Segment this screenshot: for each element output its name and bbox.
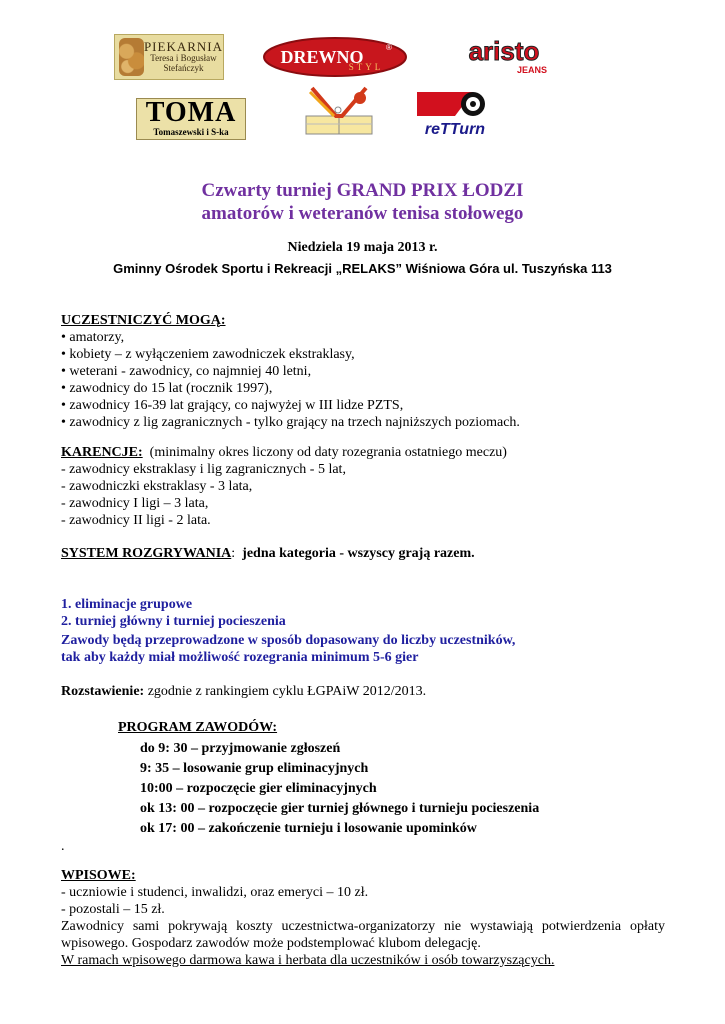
participants-item: • zawodnicy z lig zagranicznych - tylko grający na trzech najniższych poziomach. [61,415,520,430]
fees-note-3: W ramach wpisowego darmowa kawa i herbata dla uczestników i osób towarzyszących. [61,953,555,968]
program-dot: . [61,839,65,854]
system-note-1: Zawody będą przeprowadzone w sposób dopasowany do liczby uczestników, [61,633,516,648]
system-step: 1. eliminacje grupowe [61,597,193,612]
system-colon: : [231,546,236,561]
title-line-2: amatorów i weteranów tenisa stołowego [201,203,524,224]
drewno-main: DREWNO [280,47,364,67]
drewno-mark: ® [386,43,392,52]
participants-item: • weterani - zawodnicy, co najmniej 40 letni, [61,364,312,379]
system-text: jedna kategoria - wszyscy grają razem. [242,546,475,561]
aristo-main: aristo [468,36,540,66]
piekarnia-name: PIEKARNIA [143,38,223,54]
aristo-sub: JEANS [516,65,548,75]
toma-logo [136,98,246,140]
participants-item: • kobiety – z wyłączeniem zawodniczek ekstraklasy, [61,347,355,362]
program-item: ok 13: 00 – rozpoczęcie gier turniej głównego i turnieju pocieszenia [140,801,540,816]
program-item: 9: 35 – losowanie grup eliminacyjnych [140,761,369,776]
system-step: 2. turniej główny i turniej pocieszenia [61,614,286,629]
toma-sub: Tomaszewski i S-ka [153,127,229,137]
program-heading: PROGRAM ZAWODÓW: [118,720,278,735]
system-note-2: tak aby każdy miał możliwość rozegrania minimum 5-6 gier [61,650,419,665]
system-heading: SYSTEM ROZGRYWANIA [61,546,232,561]
fees-note-1: Zawodnicy sami pokrywają koszty uczestnictwa-organizatorzy nie wystawiają potwierdzenia opłaty [61,919,665,934]
title-line-1: Czwarty turniej GRAND PRIX ŁODZI [201,180,524,201]
drewno-sub: STYL [348,62,384,72]
karencje-note: (minimalny okres liczony od daty rozegrania ostatniego meczu) [149,445,507,460]
piekarnia-logo [114,34,224,80]
event-date: Niedziela 19 maja 2013 r. [287,240,438,255]
participants-heading: UCZESTNICZYĆ MOGĄ: [61,313,226,328]
piekarnia-owners: Teresa i Bogusław [150,53,217,64]
ranking-label: Rozstawienie: [61,684,145,699]
karencje-item: - zawodnicy II ligi - 2 lata. [61,513,211,528]
drewno-styl-logo [262,36,408,78]
fees-item: - pozostali – 15 zł. [61,902,165,917]
karencje-heading-row [61,444,507,461]
karencje-heading: KARENCJE: [61,445,143,460]
bread-icon [119,38,144,76]
participants-item: • zawodnicy 16-39 lat grający, co najwyżej w III lidze PZTS, [61,398,404,413]
ranking-row [61,683,426,700]
fees-note-2: wpisowego. Gospodarz zawodów może podstemplować klubom delegację. [61,936,481,951]
karencje-item: - zawodnicy I ligi – 3 lata, [61,496,209,511]
aristo-jeans-logo [452,36,556,76]
retturn-main: reTTurn [424,121,486,138]
participants-item: • zawodnicy do 15 lat (rocznik 1997), [61,381,273,396]
ping-pong-logo [302,82,376,138]
program-item: 10:00 – rozpoczęcie gier eliminacyjnych [140,781,377,796]
program-item: do 9: 30 – przyjmowanie zgłoszeń [140,741,341,756]
toma-main: TOMA [145,97,237,128]
event-venue: Gminny Ośrodek Sportu i Rekreacji „RELAKS” Wiśniowa Góra ul. Tuszyńska 113 [113,261,612,276]
program-item: ok 17: 00 – zakończenie turnieju i losowanie upominków [140,821,477,836]
fees-heading: WPISOWE: [61,868,136,883]
fees-item: - uczniowie i studenci, inwalidzi, oraz emeryci – 10 zł. [61,885,369,900]
ranking-text: zgodnie z rankingiem cyklu ŁGPAiW 2012/2013. [147,684,427,699]
participants-item: • amatorzy, [61,330,125,345]
karencje-item: - zawodnicy ekstraklasy i lig zagranicznych - 5 lat, [61,462,346,477]
retturn-logo [415,90,497,138]
system-row [61,545,475,562]
karencje-item: - zawodniczki ekstraklasy - 3 lata, [61,479,253,494]
piekarnia-surname: Stefańczyk [163,63,204,74]
